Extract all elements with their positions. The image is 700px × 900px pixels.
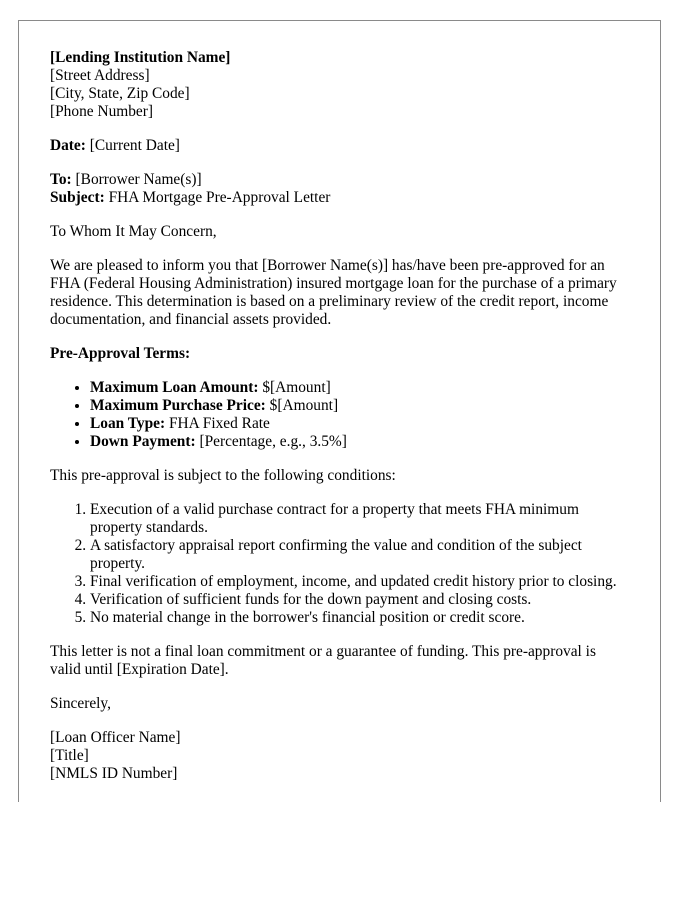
- subject-line: [50, 189, 630, 207]
- date-label: Date:: [50, 137, 86, 154]
- term-value: $[Amount]: [269, 397, 339, 414]
- list-item: 4. Verification of sufficient funds for the down payment and closing costs.: [90, 591, 630, 609]
- loan-officer-name: [Loan Officer Name]: [50, 729, 181, 746]
- to-value: [Borrower Name(s)]: [75, 171, 202, 188]
- list-item: 3. Final verification of employment, income, and updated credit history prior to closing.: [90, 573, 630, 591]
- date-line: [50, 137, 630, 155]
- terms-heading: [50, 345, 630, 363]
- term-label: Maximum Purchase Price:: [90, 397, 266, 414]
- term-value: FHA Fixed Rate: [168, 415, 270, 432]
- term-label: Loan Type:: [90, 415, 166, 432]
- list-item: 2. A satisfactory appraisal report confirming the value and condition of the subject property.: [90, 537, 630, 573]
- city-state-zip: [City, State, Zip Code]: [50, 85, 190, 102]
- to-line: [50, 171, 630, 189]
- list-item: [90, 397, 630, 415]
- letter-page: [18, 20, 661, 802]
- term-value: $[Amount]: [262, 379, 331, 396]
- term-label: Down Payment:: [90, 433, 196, 450]
- subject-label: Subject:: [50, 189, 105, 206]
- term-label: Maximum Loan Amount:: [90, 379, 259, 396]
- phone-number: [Phone Number]: [50, 103, 154, 120]
- date-value: [Current Date]: [89, 137, 180, 154]
- recipient-block: [50, 171, 630, 207]
- officer-title: [Title]: [50, 747, 89, 764]
- street-address: [Street Address]: [50, 67, 150, 84]
- nmls-id: [NMLS ID Number]: [50, 765, 178, 782]
- list-item: 5. No material change in the borrower's financial position or credit score.: [90, 609, 630, 627]
- sender-address-block: [50, 49, 630, 121]
- signature-block: [50, 729, 630, 783]
- list-item: [90, 415, 630, 433]
- term-value: [Percentage, e.g., 3.5%]: [199, 433, 347, 450]
- institution-name: [Lending Institution Name]: [50, 49, 231, 66]
- disclaimer-paragraph: This letter is not a final loan commitment or a guarantee of funding. This pre-approval is valid until [Expiration Date].: [50, 643, 596, 678]
- intro-paragraph: We are pleased to inform you that [Borrower Name(s)] has/have been pre-approved for an FHA (Federal Housing Administration) insured mortgage loan for the purchase of a primary residence. This determination is based on a preliminary review of the credit report, income documentation, and financial assets provided.: [50, 257, 617, 328]
- list-item: 1. Execution of a valid purchase contract for a property that meets FHA minimum property standards.: [90, 501, 630, 537]
- conditions-list: [50, 501, 630, 627]
- list-item: [90, 433, 630, 451]
- to-label: To:: [50, 171, 72, 188]
- list-item: [90, 379, 630, 397]
- closing: Sincerely,: [50, 695, 111, 712]
- salutation: To Whom It May Concern,: [50, 223, 217, 240]
- subject-value: FHA Mortgage Pre-Approval Letter: [108, 189, 331, 206]
- conditions-intro: This pre-approval is subject to the following conditions:: [50, 467, 396, 484]
- terms-list: [50, 379, 630, 451]
- terms-heading-text: Pre-Approval Terms:: [50, 345, 191, 362]
